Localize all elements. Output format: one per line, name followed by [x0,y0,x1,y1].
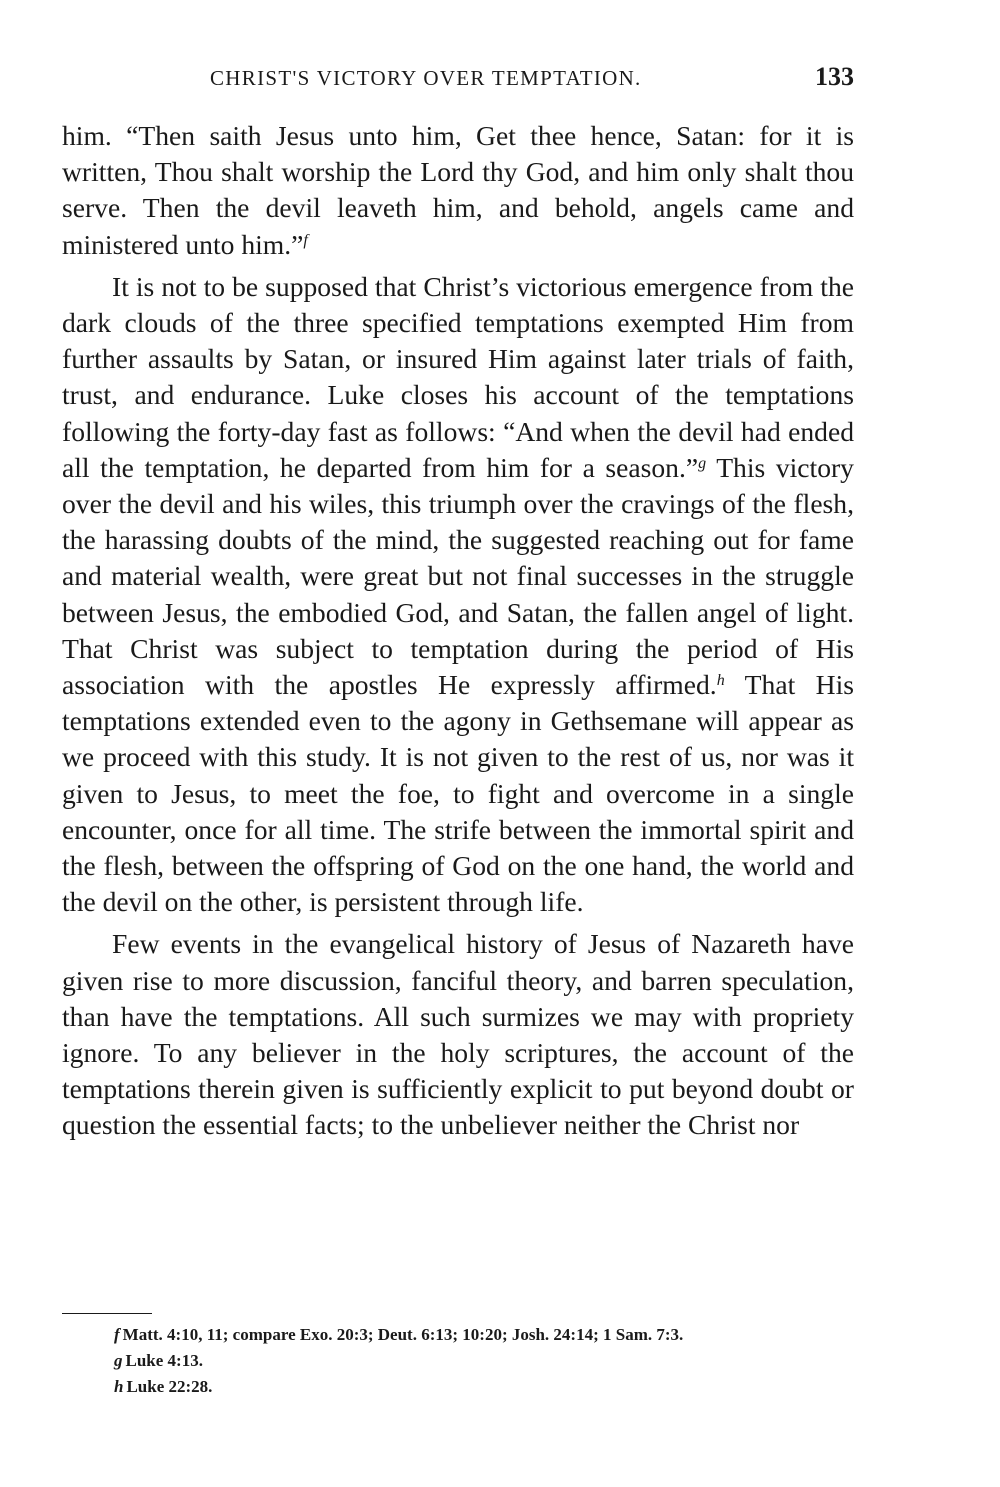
footnotes [62,1324,854,1398]
footnote-mark: g [114,1351,123,1370]
footnote-text: Luke 4:13. [125,1351,203,1370]
footnote-mark: f [114,1325,120,1344]
footnote-text: Luke 22:28. [126,1377,213,1396]
footnote-text: Matt. 4:10, 11; compare Exo. 20:3; Deut. 6:13; 10:20; Josh. 24:14; 1 Sam. 7:3. [122,1325,684,1344]
footnote-f [62,1324,854,1346]
running-head: CHRIST'S VICTORY OVER TEMPTATION. [210,66,642,90]
paragraph-2 [62,269,854,921]
footnote-ref-h: h [716,672,725,690]
body-text [62,118,854,1144]
footnote-g [62,1350,854,1372]
paragraph-3 [62,926,854,1143]
footnote-divider [62,1313,152,1314]
footnote-h [62,1376,854,1398]
page-number: 133 [815,62,854,91]
page-header [62,62,854,102]
paragraph-1 [62,118,854,263]
paragraph-2-text-end: That His temptations extended even to the agony in Gethsemane will appear as we proceed with this study. It is not given to the rest of us, nor was it given to Jesus, to meet the foe, to fight and overcome in a single encounter, once for all time. The strife between the immortal spirit and the flesh, between the offspring of God on the one hand, the world and the devil on the other, is persistent through life. [62,669,855,918]
paragraph-2-text: It is not to be supposed that Christ’s victorious emergence from the dark clouds of the three specified temptations exempted Him from further assaults by Satan, or insured Him against later trials of faith, trust, and endurance. Luke closes his account of the temptations following the forty-day fast as follows: “And when the devil had ended all the temptation, he departed from him for a season.” [62,270,854,483]
footnote-ref-g: g [698,454,707,472]
paragraph-1-text: him. “Then saith Jesus unto him, Get thee hence, Satan: for it is written, Thou shalt worship the Lord thy God, and him only shalt thou serve. Then the devil leaveth him, and behold, angels came and ministered unto him.” [62,120,854,260]
paragraph-3-text: Few events in the evangelical history of Jesus of Nazareth have given rise to more discussion, fanciful theory, and barren speculation, than have the temptations. All such surmizes we may with propriety ignore. To any believer in the holy scriptures, the account of the temptations therein given is sufficiently explicit to put beyond doubt or question the essential facts; to the unbeliever neither the Christ nor [62,928,854,1141]
footnote-mark: h [114,1377,124,1396]
paragraph-2-text-continued: This victory over the devil and his wiles, this triumph over the cravings of the flesh, the harassing doubts of the mind, the suggested reaching out for fame and material wealth, were great but not final successes in the struggle between Jesus, the embodied God, and Satan, the fallen angel of light. That Christ was subject to temptation during the period of His association with the apostles He expressly affirmed. [62,451,854,701]
footnote-ref-f: f [303,231,308,249]
